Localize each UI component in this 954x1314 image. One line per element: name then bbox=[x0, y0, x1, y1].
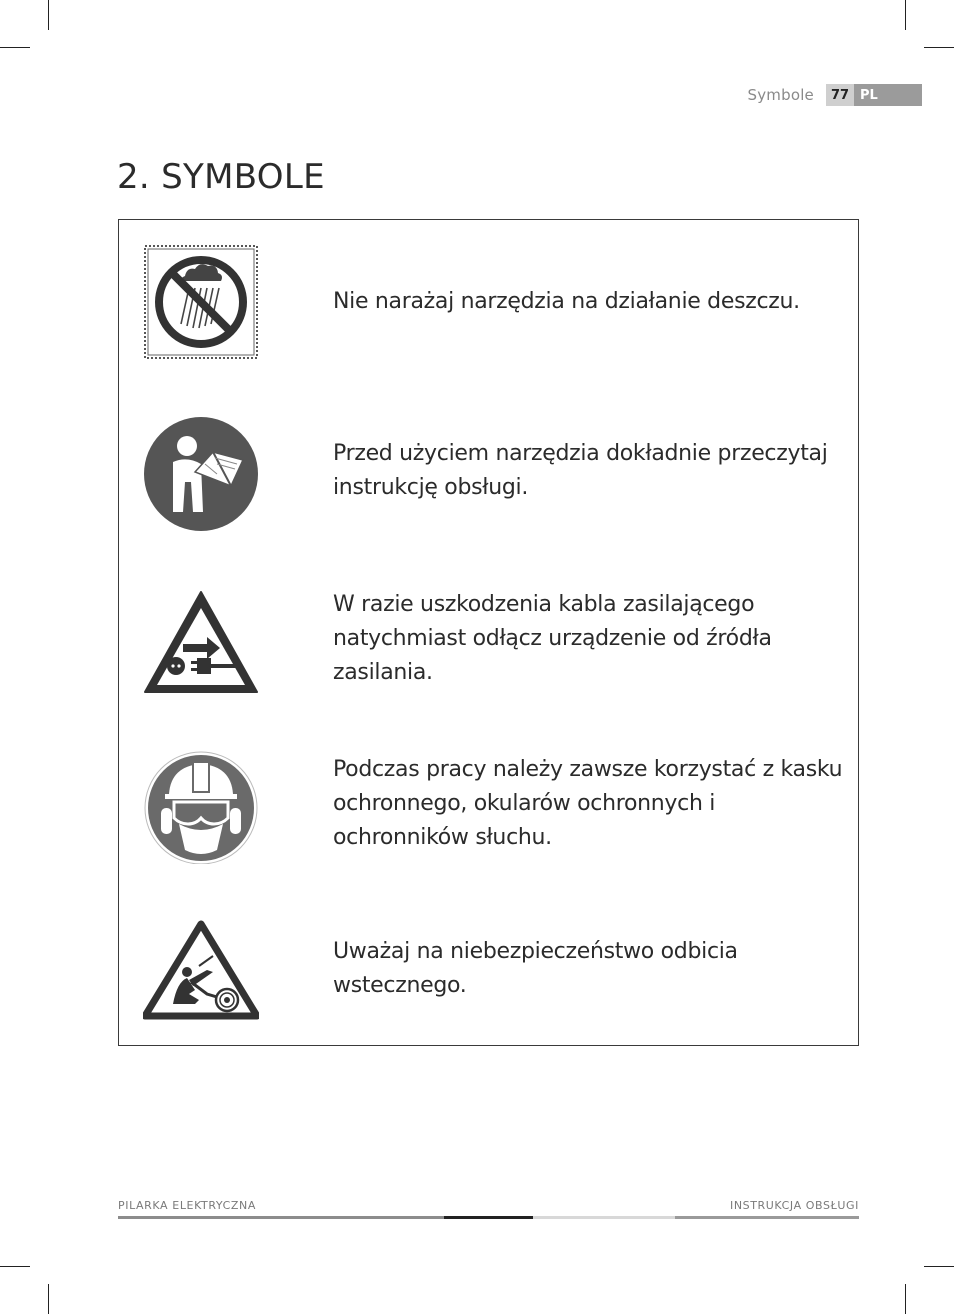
page-number: 77 bbox=[826, 84, 854, 106]
crop-mark bbox=[905, 1284, 906, 1314]
page-title: 2. SYMBOLE bbox=[117, 157, 325, 197]
footer-rule bbox=[533, 1216, 675, 1219]
symbol-description: Przed użyciem narzędzia dokładnie przeczytaj instrukcję obsługi. bbox=[333, 441, 828, 500]
section-name: Symbole bbox=[747, 86, 814, 104]
footer-product: PILARKA ELEKTRYCZNA bbox=[118, 1199, 257, 1212]
page-header bbox=[747, 84, 922, 106]
symbol-description: Uważaj na niebezpieczeństwo odbicia wstecznego. bbox=[333, 939, 738, 998]
crop-mark bbox=[0, 47, 30, 48]
kickback-warning-icon bbox=[143, 920, 259, 1036]
crop-mark bbox=[48, 1284, 49, 1314]
symbols-table bbox=[118, 219, 859, 1046]
read-manual-icon bbox=[143, 416, 259, 532]
footer-rule bbox=[444, 1216, 533, 1219]
unplug-warning-icon bbox=[143, 588, 259, 704]
language-badge: PL bbox=[854, 84, 922, 106]
symbol-description: Podczas pracy należy zawsze korzystać z kasku ochronnego, okularów ochronnych i ochronników słuchu. bbox=[333, 757, 843, 850]
crop-mark bbox=[0, 1266, 30, 1267]
crop-mark bbox=[924, 1266, 954, 1267]
protective-gear-icon bbox=[143, 748, 259, 864]
crop-mark bbox=[48, 0, 49, 30]
symbol-description: Nie narażaj narzędzia na działanie deszczu. bbox=[333, 289, 800, 314]
crop-mark bbox=[924, 47, 954, 48]
no-rain-icon bbox=[143, 244, 259, 360]
symbol-description: W razie uszkodzenia kabla zasilającego natychmiast odłącz urządzenie od źródła zasilania. bbox=[333, 592, 772, 685]
footer-rule bbox=[118, 1216, 444, 1219]
footer-doc-type: INSTRUKCJA OBSŁUGI bbox=[729, 1199, 859, 1212]
footer-rule bbox=[675, 1216, 859, 1219]
crop-mark bbox=[905, 0, 906, 30]
